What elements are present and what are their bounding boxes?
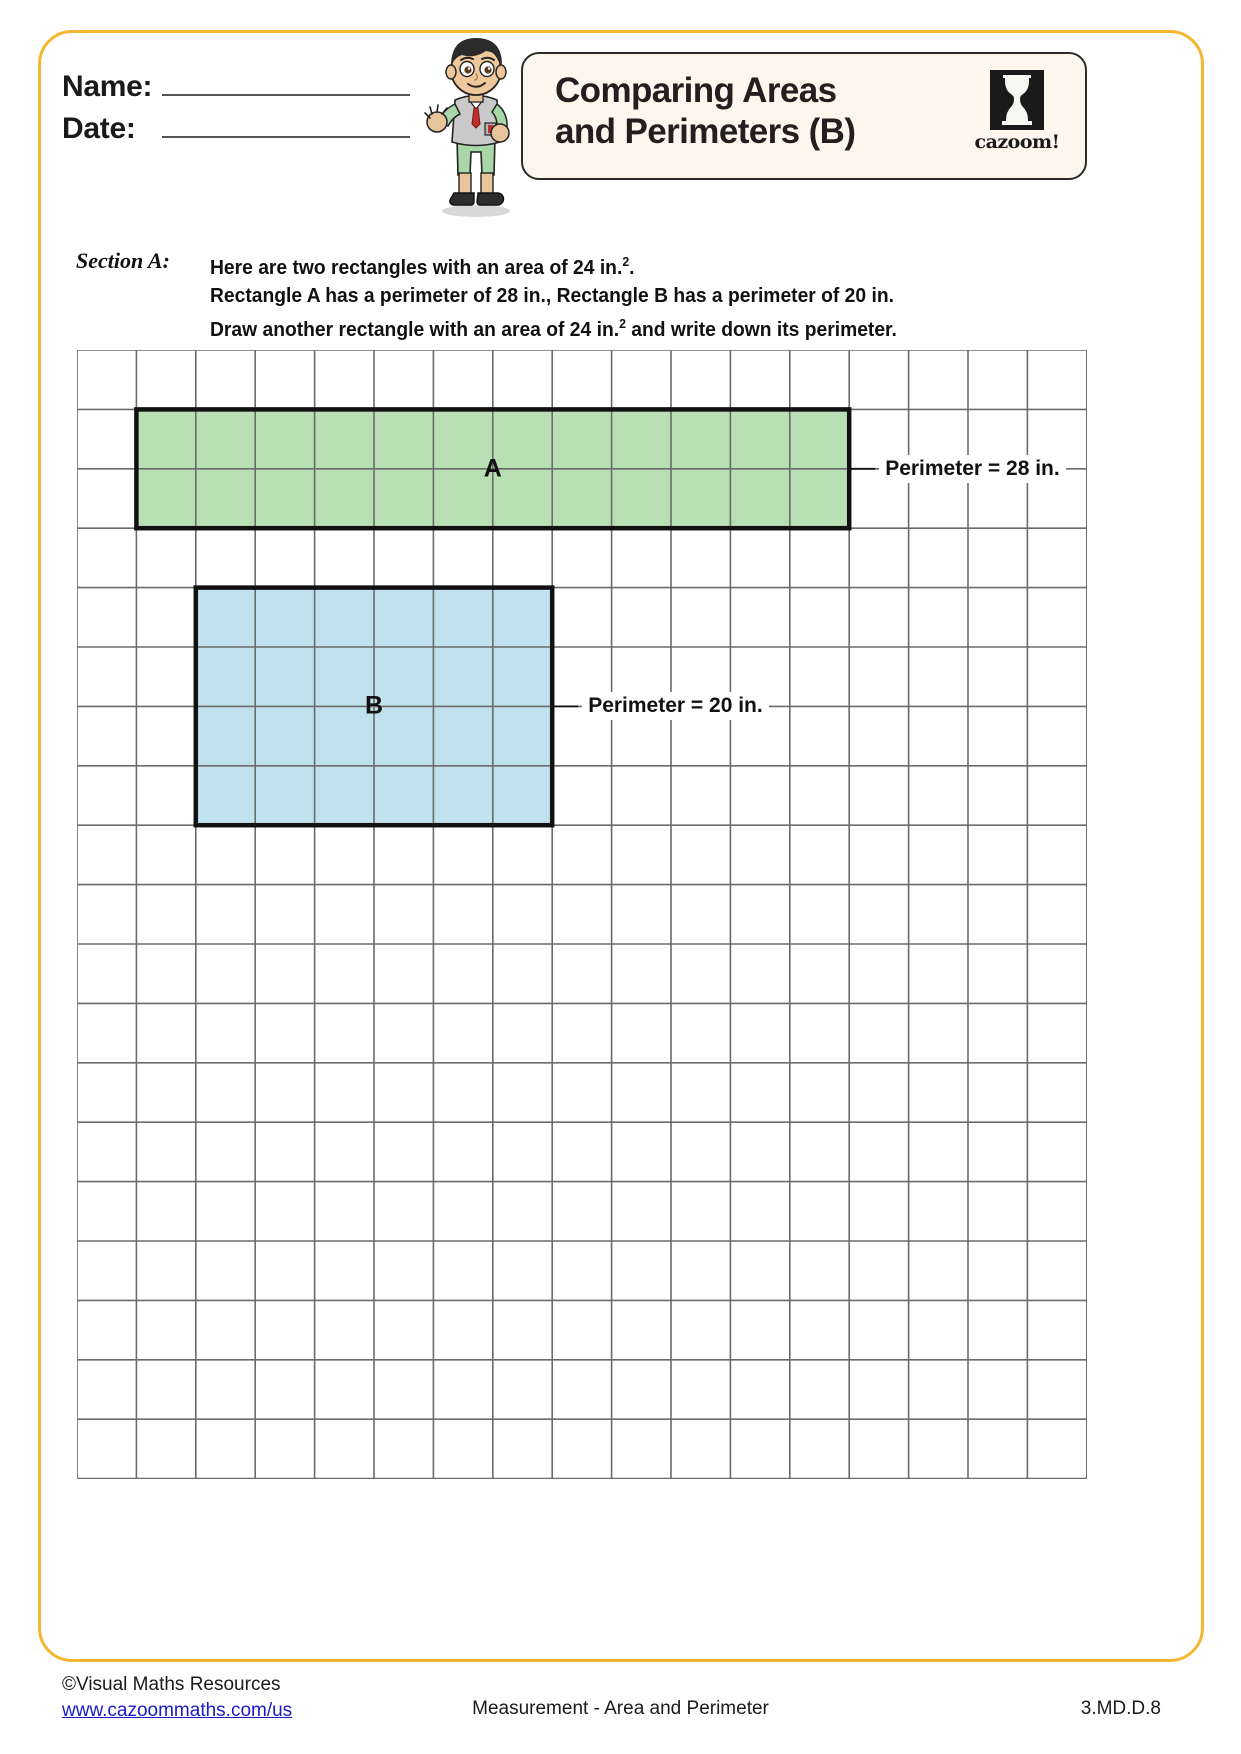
name-input-line[interactable]: [162, 70, 410, 96]
instruction-line-3-post: and write down its perimeter.: [625, 317, 897, 341]
date-field-row: [62, 112, 410, 146]
answer-grid[interactable]: [77, 350, 1087, 1479]
page-title: [555, 70, 945, 153]
cazoom-url-link[interactable]: www.cazoommaths.com/us: [62, 1700, 293, 1721]
copyright-text: ©Visual Maths Resources: [62, 1674, 281, 1695]
section-label: Section A:: [76, 248, 170, 273]
name-label: Name:: [62, 70, 153, 103]
instruction-line-3: [210, 310, 897, 344]
worksheet-header: [0, 0, 1241, 230]
instruction-line-1-post: .: [629, 255, 635, 279]
instruction-line-2: Rectangle A has a perimeter of 28 in., Rectangle B has a perimeter of 20 in.: [210, 283, 894, 307]
instruction-line-1-pre: Here are two rectangles with an area of 24 in.: [210, 255, 623, 279]
instruction-line-1-sup: 2: [622, 254, 630, 269]
instruction-line-3-sup: 2: [619, 315, 626, 331]
shape-label-a: A: [483, 454, 502, 483]
worksheet-footer: [0, 1672, 1241, 1752]
instruction-line-1: [210, 248, 897, 282]
perimeter-label-b: Perimeter = 20 in.: [582, 692, 769, 720]
footer-topic: Measurement - Area and Perimeter: [472, 1698, 769, 1719]
cazoom-wordmark: cazoom!: [974, 131, 1060, 153]
footer-standard-code: 3.MD.D.8: [1080, 1698, 1161, 1719]
date-label: Date:: [62, 112, 136, 145]
title-line-2: and Perimeters (B): [555, 112, 856, 152]
instruction-line-3-pre: Draw another rectangle with an area of 24 in.: [210, 317, 620, 341]
worksheet-title-plate: [521, 52, 1087, 180]
shape-label-b: B: [364, 691, 384, 720]
name-field-row: [62, 70, 410, 104]
title-line-1: Comparing Areas: [555, 71, 837, 110]
instruction-text: [210, 248, 941, 344]
date-input-line[interactable]: [162, 112, 410, 138]
cazoom-logo: [971, 70, 1063, 168]
cazoom-cup-icon: [990, 70, 1044, 130]
waving-student-mascot-icon: [424, 30, 524, 220]
perimeter-label-a: Perimeter = 28 in.: [879, 455, 1066, 483]
grid-canvas[interactable]: [77, 350, 1087, 1479]
